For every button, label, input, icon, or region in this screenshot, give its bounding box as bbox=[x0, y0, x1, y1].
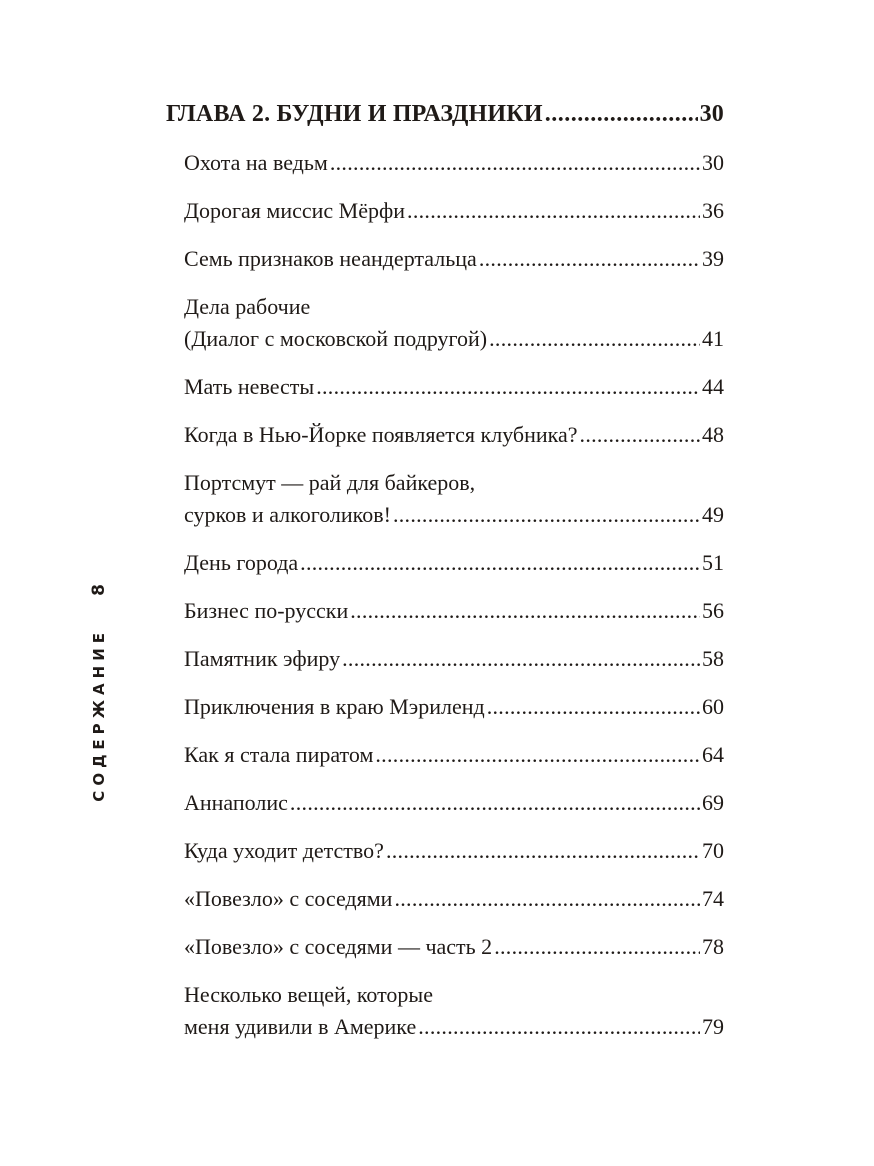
entry-title: Охота на ведьм bbox=[184, 150, 328, 175]
entry-title-line1: Дела рабочие bbox=[184, 294, 311, 319]
entry-page-number: 44 bbox=[702, 374, 724, 399]
entry-title: Как я стала пиратом bbox=[184, 742, 374, 767]
dot-leader bbox=[290, 787, 700, 819]
dot-leader bbox=[479, 243, 700, 275]
toc-entry bbox=[184, 147, 724, 179]
toc-entry bbox=[184, 883, 724, 915]
dot-leader bbox=[545, 96, 698, 132]
entry-page-number: 36 bbox=[702, 198, 724, 223]
entry-title: «Повезло» с соседями — часть 2 bbox=[184, 934, 493, 959]
entry-page-number: 30 bbox=[702, 150, 724, 175]
toc-entry bbox=[184, 595, 724, 627]
entry-title-line1: Портсмут — рай для байкеров, bbox=[184, 470, 476, 495]
entry-title: меня удивили в Америке bbox=[184, 1014, 417, 1039]
entry-title: День города bbox=[184, 550, 299, 575]
entry-title: «Повезло» с соседями bbox=[184, 886, 393, 911]
entry-page-number: 74 bbox=[702, 886, 724, 911]
toc-entry bbox=[184, 931, 724, 963]
toc-entry bbox=[184, 691, 724, 723]
toc-entry bbox=[184, 643, 724, 675]
entry-page-number: 60 bbox=[702, 694, 724, 719]
dot-leader bbox=[407, 195, 700, 227]
entry-title: Памятник эфиру bbox=[184, 646, 341, 671]
dot-leader bbox=[394, 883, 700, 915]
dot-leader bbox=[386, 835, 700, 867]
page-number: 8 bbox=[89, 584, 109, 596]
toc-entry bbox=[184, 467, 724, 531]
dot-leader bbox=[418, 1011, 700, 1043]
toc-entry bbox=[184, 419, 724, 451]
entry-page-number: 78 bbox=[702, 934, 724, 959]
dot-leader bbox=[300, 547, 700, 579]
entry-page-number: 39 bbox=[702, 246, 724, 271]
entry-title: Бизнес по-русски bbox=[184, 598, 349, 623]
dot-leader bbox=[494, 931, 700, 963]
entry-title: Приключения в краю Мэриленд bbox=[184, 694, 485, 719]
entry-title: (Диалог с московской подругой) bbox=[184, 326, 488, 351]
toc-entry bbox=[184, 195, 724, 227]
dot-leader bbox=[342, 643, 700, 675]
dot-leader bbox=[350, 595, 700, 627]
toc-entry bbox=[184, 371, 724, 403]
entry-page-number: 64 bbox=[702, 742, 724, 767]
toc-list bbox=[184, 147, 724, 1059]
chapter-title: ГЛАВА 2. БУДНИ И ПРАЗДНИКИ bbox=[166, 101, 543, 127]
section-label: СОДЕРЖАНИЕ bbox=[90, 628, 108, 802]
entry-page-number: 79 bbox=[702, 1014, 724, 1039]
dot-leader bbox=[375, 739, 700, 771]
dot-leader bbox=[316, 371, 700, 403]
toc-entry bbox=[184, 291, 724, 355]
entry-title: сурков и алкоголиков! bbox=[184, 502, 391, 527]
toc-entry bbox=[184, 835, 724, 867]
entry-title: Дорогая миссис Мёрфи bbox=[184, 198, 406, 223]
toc-entry bbox=[184, 979, 724, 1043]
dot-leader bbox=[330, 147, 700, 179]
entry-title: Аннаполис bbox=[184, 790, 288, 815]
dot-leader bbox=[489, 323, 700, 355]
dot-leader bbox=[580, 419, 700, 451]
toc-entry bbox=[184, 243, 724, 275]
toc-entry bbox=[184, 739, 724, 771]
entry-page-number: 48 bbox=[702, 422, 724, 447]
toc-entry bbox=[184, 787, 724, 819]
entry-title: Куда уходит детство? bbox=[184, 838, 384, 863]
entry-page-number: 49 bbox=[702, 502, 724, 527]
side-running-head bbox=[86, 580, 112, 800]
entry-page-number: 51 bbox=[702, 550, 724, 575]
entry-page-number: 56 bbox=[702, 598, 724, 623]
dot-leader bbox=[393, 499, 700, 531]
dot-leader bbox=[487, 691, 700, 723]
toc-entry bbox=[184, 547, 724, 579]
entry-page-number: 41 bbox=[702, 326, 724, 351]
entry-title: Мать невесты bbox=[184, 374, 315, 399]
entry-page-number: 58 bbox=[702, 646, 724, 671]
entry-title-line1: Несколько вещей, которые bbox=[184, 982, 433, 1007]
entry-title: Семь признаков неандертальца bbox=[184, 246, 477, 271]
entry-page-number: 70 bbox=[702, 838, 724, 863]
entry-title: Когда в Нью-Йорке появляется клубника? bbox=[184, 422, 578, 447]
chapter-heading bbox=[166, 96, 724, 132]
entry-page-number: 69 bbox=[702, 790, 724, 815]
chapter-page-number: 30 bbox=[699, 101, 724, 127]
